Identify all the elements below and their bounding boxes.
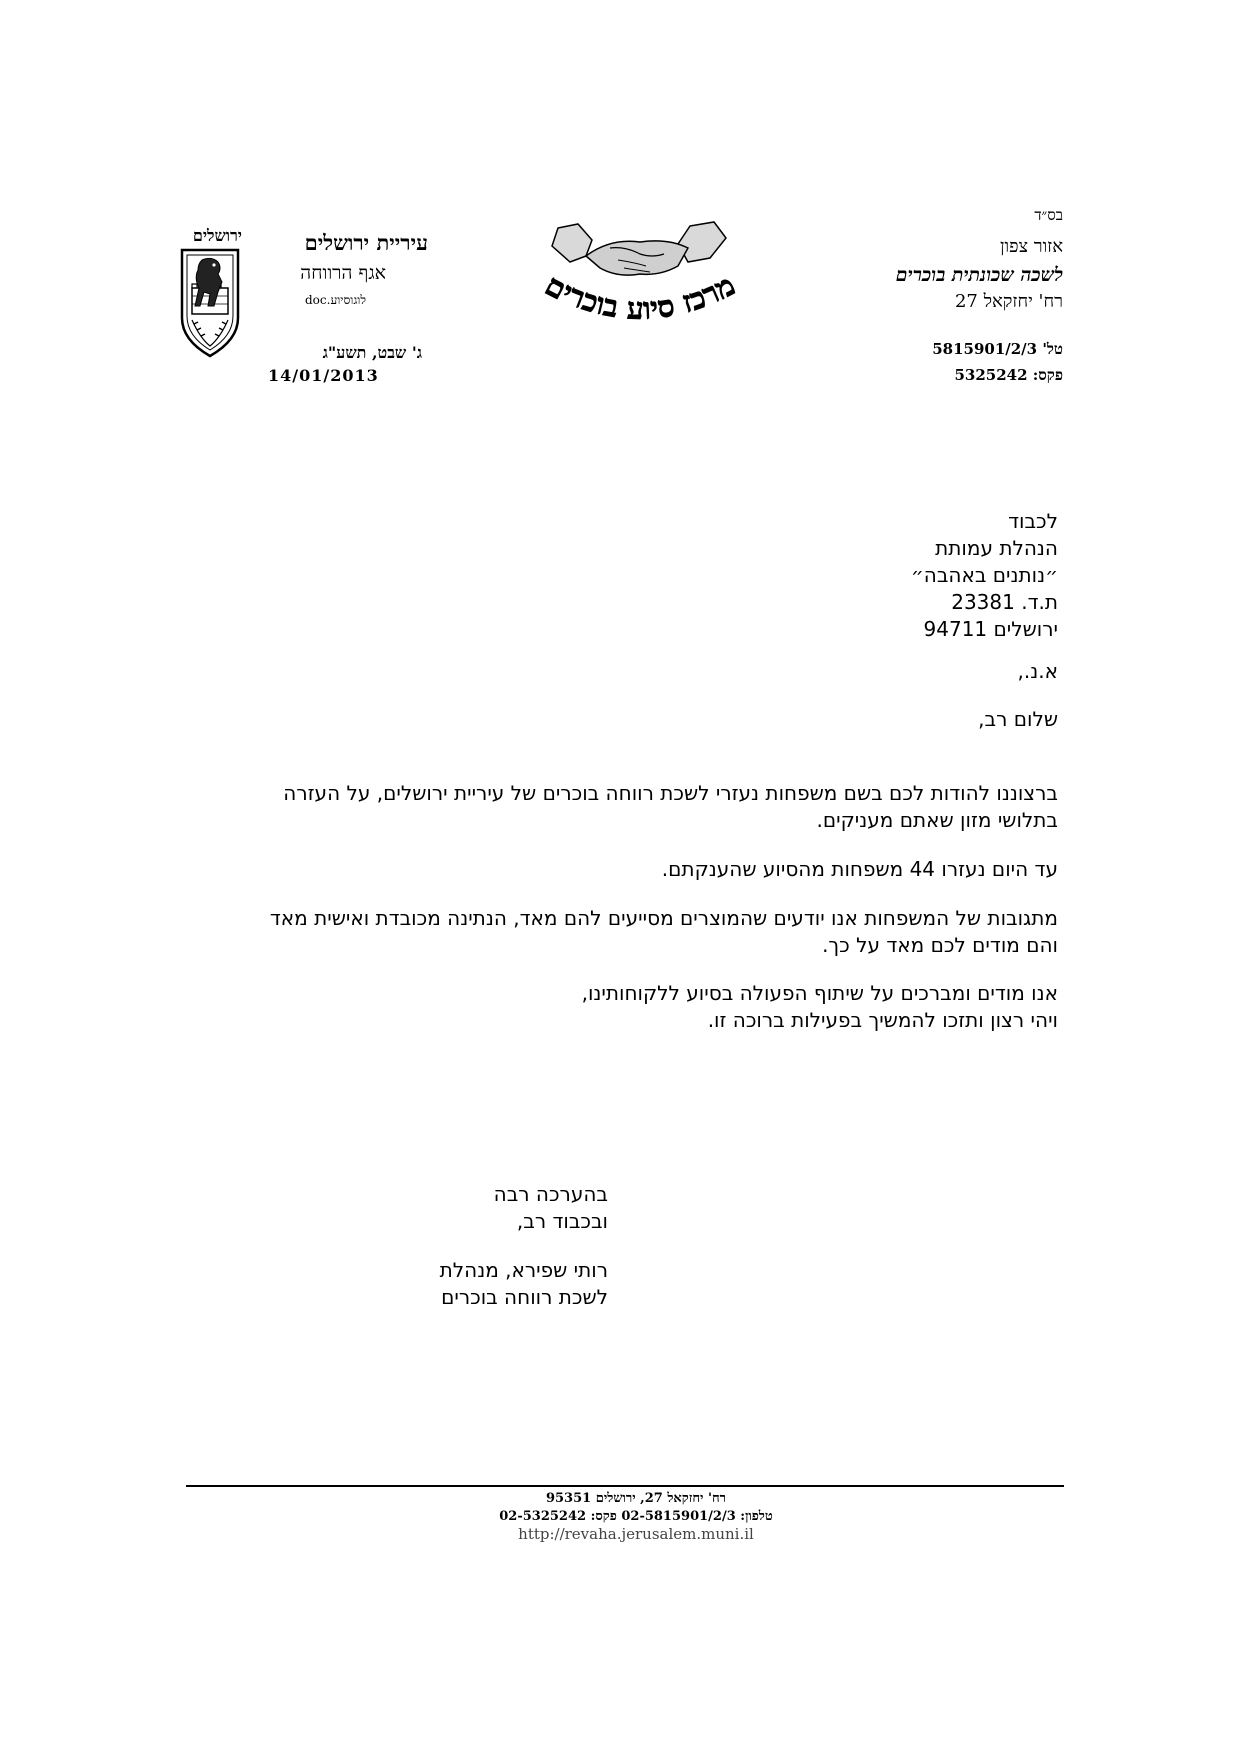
office-phone: טל' 5815901/2/3 <box>932 340 1063 358</box>
body-p3-line-1: מתגובות של המשפחות אנו יודעים שהמוצרים מסייעים להם מאד, הנתינה מכובדת ואישית מאד <box>269 906 1058 930</box>
recipient-line-1: לכבוד <box>1008 509 1058 533</box>
signer-office: לשכת רווחה בוכרים <box>441 1285 608 1309</box>
lion-shield-icon <box>178 248 242 358</box>
footer-divider <box>186 1485 1064 1487</box>
body-p3-line-2: והם מודים לכם מאד על כך. <box>822 933 1058 957</box>
body-p4-line-1: אנו מודים ומברכים על שיתוף הפעולה בסיוע ללקוחותינו, <box>581 981 1058 1005</box>
department-name: אגף הרווחה <box>300 262 386 284</box>
signer-name: רותי שפירא, מנהלת <box>439 1258 608 1282</box>
closing-line-2: ובכבוד רב, <box>516 1209 608 1233</box>
jerusalem-emblem <box>178 226 242 356</box>
recipient-line-5: ירושלים 94711 <box>923 617 1058 641</box>
body-p1-line-1: ברצוננו להודות לכם בשם משפחות נעזרי לשכת רווחה בוכרים של עיריית ירושלים, על העזרה <box>283 781 1058 805</box>
office-fax: פקס: 5325242 <box>954 366 1063 384</box>
center-logo <box>500 218 780 348</box>
body-p1-line-2: בתלושי מזון שאתם מעניקים. <box>816 808 1058 832</box>
office-address: רח' יחזקאל 27 <box>954 291 1063 312</box>
body-p2: עד היום נעזרו 44 משפחות מהסיוע שהענקתם. <box>661 857 1058 881</box>
footer-phones: טלפון: 02-5815901/2/3 פקס: 02-5325242 <box>499 1509 773 1524</box>
footer-address: רח' יחזקאל 27, ירושלים 95351 <box>545 1491 727 1506</box>
file-name: לוגוסיוע.doc <box>304 293 366 307</box>
municipality-name: עיריית ירושלים <box>304 230 428 255</box>
footer-url-link[interactable]: http://revaha.jerusalem.muni.il <box>518 1525 754 1543</box>
closing-line-1: בהערכה רבה <box>493 1182 608 1206</box>
gregorian-date: 14/01/2013 <box>268 366 379 385</box>
area-name: אזור צפון <box>999 236 1063 257</box>
recipient-line-2: הנהלת עמותת <box>935 536 1058 560</box>
logo-caption-text: מרכז סיוע בוכרים <box>539 267 741 328</box>
office-name: לשכה שכונתית בוכרים <box>895 264 1063 286</box>
salutation-shalom: שלום רב, <box>978 707 1058 731</box>
handshake-icon <box>500 218 780 348</box>
salutation-an: א.נ., <box>1017 659 1058 683</box>
body-p4-line-2: ויהי רצון ותזכו להמשיך בפעילות ברוכה זו. <box>707 1008 1058 1032</box>
emblem-text: ירושלים <box>192 226 242 245</box>
recipient-line-4: ת.ד. 23381 <box>951 590 1058 614</box>
recipient-line-3: ״נותנים באהבה״ <box>910 563 1058 587</box>
bsd-mark: בס״ד <box>1034 206 1063 224</box>
hebrew-date: ג' שבט, תשע"ג <box>322 343 422 362</box>
